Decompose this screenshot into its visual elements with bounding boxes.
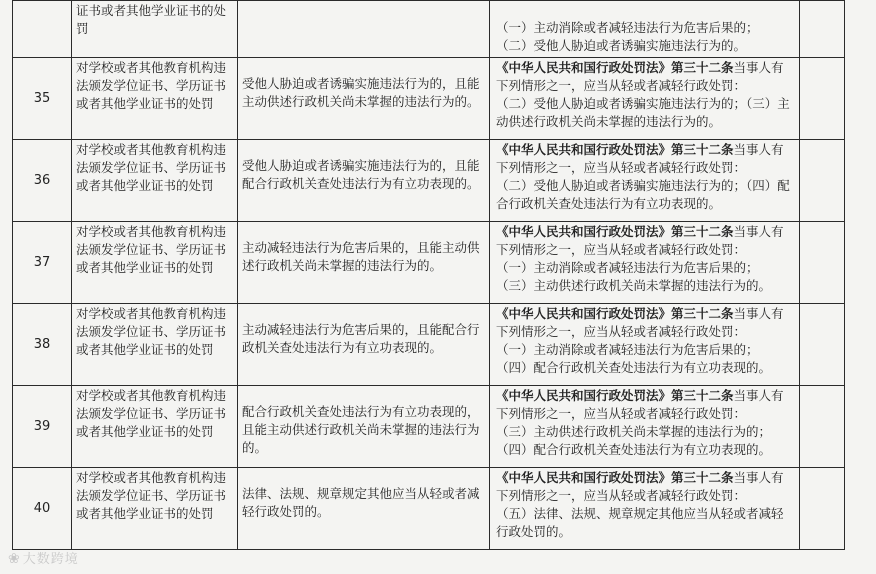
item-cell: 对学校或者其他教育机构违法颁发学位证书、学历证书或者其他学业证书的处罚: [72, 58, 238, 140]
basis-cell: [490, 222, 800, 304]
item-cell: 对学校或者其他教育机构违法颁发学位证书、学历证书或者其他学业证书的处罚: [72, 468, 238, 550]
table-row: [13, 304, 845, 386]
table-row: [13, 468, 845, 550]
table-row: [13, 222, 845, 304]
remarks-cell: [800, 140, 845, 222]
law-text: 当事人有下列情形之一，应当从轻或者减轻行政处罚：: [496, 388, 784, 421]
law-text: 当事人有下列情形之一，应当从轻或者减轻行政处罚：: [496, 60, 784, 93]
row-number: 35: [13, 58, 72, 140]
clause-line: （二）受他人胁迫或者诱骗实施违法行为的；（四）配合行政机关查处违法行为有立功表现的。: [496, 178, 790, 211]
table-row: [13, 386, 845, 468]
law-citation: 《中华人民共和国行政处罚法》第三十二条: [496, 224, 734, 239]
item-cell: 对学校或者其他教育机构违法颁发学位证书、学历证书或者其他学业证书的处罚: [72, 140, 238, 222]
table-row-continuation: [13, 1, 845, 58]
clause-line: （四）配合行政机关查处违法行为有立功表现的。: [496, 442, 772, 457]
law-text: 当事人有下列情形之一，应当从轻或者减轻行政处罚：: [496, 142, 784, 175]
clause-line: （一）主动消除或者减轻违法行为危害后果的；: [496, 20, 759, 35]
row-number: 38: [13, 304, 72, 386]
clause-line: （五）法律、法规、规章规定其他应当从轻或者减轻行政处罚的。: [496, 506, 784, 539]
clause-line: （二）受他人胁迫或者诱骗实施违法行为的。: [496, 38, 747, 53]
law-citation: 《中华人民共和国行政处罚法》第三十二条: [496, 470, 734, 485]
circumstance-cell: 配合行政机关查处违法行为有立功表现的，且能主动供述行政机关尚未掌握的违法行为的。: [238, 386, 490, 468]
basis-cell: [490, 1, 800, 58]
circumstance-cell: 受他人胁迫或者诱骗实施违法行为的，且能配合行政机关查处违法行为有立功表现的。: [238, 140, 490, 222]
law-text: 当事人有下列情形之一，应当从轻或者减轻行政处罚：: [496, 470, 784, 503]
law-paragraph: [496, 469, 795, 505]
item-cell: 对学校或者其他教育机构违法颁发学位证书、学历证书或者其他学业证书的处罚: [72, 222, 238, 304]
law-citation: 《中华人民共和国行政处罚法》第三十二条: [496, 388, 734, 403]
law-paragraph: [496, 305, 795, 341]
remarks-cell: [800, 304, 845, 386]
row-number: 36: [13, 140, 72, 222]
basis-cell: [490, 468, 800, 550]
table-row: [13, 58, 845, 140]
circumstance-cell: 主动减轻违法行为危害后果的，且能配合行政机关查处违法行为有立功表现的。: [238, 304, 490, 386]
law-citation: 《中华人民共和国行政处罚法》第三十二条: [496, 306, 734, 321]
remarks-cell: [800, 468, 845, 550]
circumstance-cell: 主动减轻违法行为危害后果的，且能主动供述行政机关尚未掌握的违法行为的。: [238, 222, 490, 304]
clause-line: （四）配合行政机关查处违法行为有立功表现的。: [496, 360, 772, 375]
row-number: 39: [13, 386, 72, 468]
row-number: [13, 1, 72, 58]
law-paragraph: [496, 141, 795, 177]
law-text: 当事人有下列情形之一，应当从轻或者减轻行政处罚：: [496, 224, 784, 257]
law-text: 当事人有下列情形之一，应当从轻或者减轻行政处罚：: [496, 306, 784, 339]
law-paragraph: [496, 59, 795, 95]
circumstance-cell: 受他人胁迫或者诱骗实施违法行为的，且能主动供述行政机关尚未掌握的违法行为的。: [238, 58, 490, 140]
clause-line: （一）主动消除或者减轻违法行为危害后果的；: [496, 342, 759, 357]
remarks-cell: [800, 58, 845, 140]
table-row: [13, 140, 845, 222]
circumstance-cell: 法律、法规、规章规定其他应当从轻或者减轻行政处罚的。: [238, 468, 490, 550]
clause-line: （一）主动消除或者减轻违法行为危害后果的；: [496, 260, 759, 275]
circumstance-cell: [238, 1, 490, 58]
law-citation: 《中华人民共和国行政处罚法》第三十二条: [496, 142, 734, 157]
item-cell: 对学校或者其他教育机构违法颁发学位证书、学历证书或者其他学业证书的处罚: [72, 386, 238, 468]
clause-line: （二）受他人胁迫或者诱骗实施违法行为的；（三）主动供述行政机关尚未掌握的违法行为的。: [496, 96, 790, 129]
law-paragraph: [496, 223, 795, 259]
chat-bubble-icon: ❀: [8, 551, 21, 567]
row-number: 37: [13, 222, 72, 304]
basis-cell: [490, 140, 800, 222]
remarks-cell: [800, 222, 845, 304]
law-citation: 《中华人民共和国行政处罚法》第三十二条: [496, 60, 734, 75]
basis-cell: [490, 386, 800, 468]
clause-line: （三）主动供述行政机关尚未掌握的违法行为的；: [496, 424, 772, 439]
law-paragraph: [496, 387, 795, 423]
item-cell: 证书或者其他学业证书的处罚: [72, 1, 238, 58]
clause-line: （三）主动供述行政机关尚未掌握的违法行为的。: [496, 278, 772, 293]
penalty-table: [12, 0, 845, 550]
remarks-cell: [800, 386, 845, 468]
watermark: ❀ 大数跨境: [8, 551, 79, 567]
remarks-cell: [800, 1, 845, 58]
basis-cell: [490, 58, 800, 140]
row-number: 40: [13, 468, 72, 550]
basis-cell: [490, 304, 800, 386]
item-cell: 对学校或者其他教育机构违法颁发学位证书、学历证书或者其他学业证书的处罚: [72, 304, 238, 386]
